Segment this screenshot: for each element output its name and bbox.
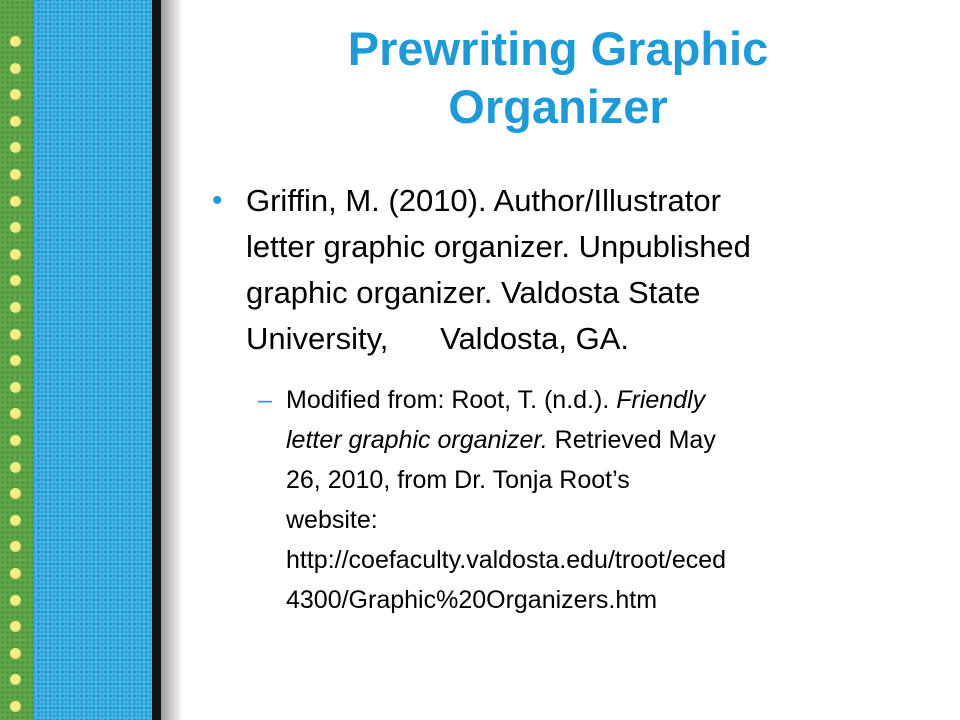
border-dot	[10, 515, 21, 526]
shadow-gradient	[161, 0, 183, 720]
border-dot	[10, 488, 21, 499]
black-divider	[152, 0, 161, 720]
sub-citation-line: 26, 2010, from Dr. Tonja Root’s	[286, 466, 630, 494]
border-dot	[10, 648, 21, 659]
border-dot	[10, 275, 21, 286]
border-dot	[10, 462, 21, 473]
border-dot	[10, 249, 21, 260]
border-dot	[10, 302, 21, 313]
sub-citation-line	[286, 380, 906, 420]
border-dot	[10, 355, 21, 366]
border-dot	[10, 595, 21, 606]
italic-title-part: Friendly	[616, 386, 706, 414]
url-text: http://coefaculty.valdosta.edu/troot/eced	[286, 546, 727, 574]
citation-line: letter graphic organizer. Unpublished	[246, 229, 751, 264]
title-line-1: Prewriting Graphic	[347, 22, 769, 75]
border-dot	[10, 89, 21, 100]
italic-title-part: letter graphic organizer.	[286, 426, 548, 454]
border-dot	[10, 435, 21, 446]
border-dot	[10, 701, 21, 712]
bullet-marker: •	[212, 184, 223, 217]
title-line-2: Organizer	[448, 80, 668, 133]
border-dot	[10, 169, 21, 180]
border-dot	[10, 568, 21, 579]
citation-line: Griffin, M. (2010). Author/Illustrator	[246, 183, 721, 218]
slide-title	[200, 20, 916, 136]
citation-line: University, Valdosta, GA.	[246, 321, 630, 356]
sub-citation-text	[286, 380, 906, 620]
sub-citation-line	[286, 420, 906, 460]
border-dot	[10, 674, 21, 685]
border-dot	[10, 621, 21, 632]
retrieved-text: Retrieved May	[547, 426, 716, 454]
url-text: 4300/Graphic%20Organizers.htm	[286, 586, 658, 614]
border-dot	[10, 142, 21, 153]
border-dot	[10, 63, 21, 74]
border-dot	[10, 329, 21, 340]
border-dot	[10, 222, 21, 233]
border-dot	[10, 196, 21, 207]
sub-citation-prefix: Modified from: Root, T. (n.d.).	[286, 386, 617, 414]
border-dot	[10, 408, 21, 419]
citation-line: graphic organizer. Valdosta State	[246, 275, 701, 310]
border-dot	[10, 36, 21, 47]
blue-border-strip	[34, 0, 152, 720]
border-dot	[10, 116, 21, 127]
dash-marker: –	[258, 386, 272, 414]
sub-citation-line: website:	[286, 506, 378, 534]
dot-column	[10, 36, 24, 720]
border-dot	[10, 382, 21, 393]
citation-text	[246, 178, 906, 362]
border-dot	[10, 541, 21, 552]
